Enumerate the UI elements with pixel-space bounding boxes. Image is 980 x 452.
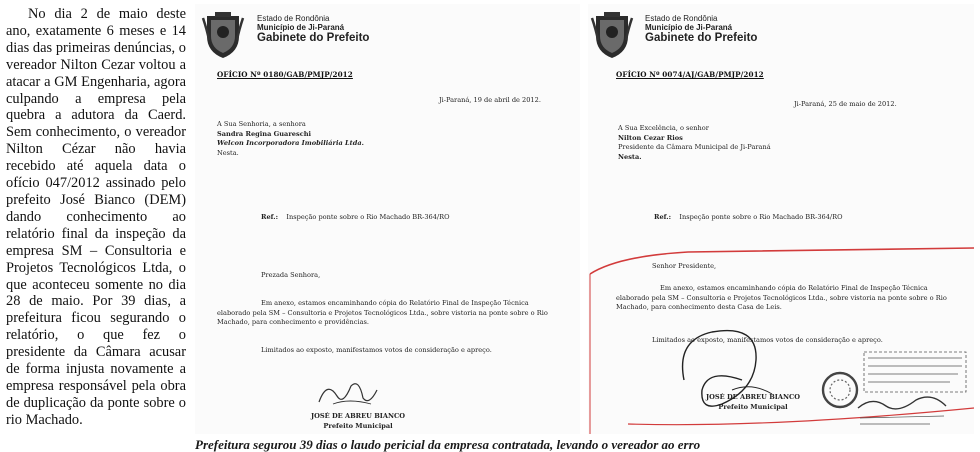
letterhead-municipality: Município de Ji-Paraná: [645, 23, 733, 32]
letterhead-state: Estado de Rondônia: [645, 14, 718, 23]
oficio-number: OFÍCIO Nº 0074/AJ/GAB/PMJP/2012: [616, 70, 764, 79]
letter-body: Em anexo, estamos encaminhando cópia do Relatório Final de Inspeção Técnica elaborado pela SM – Consultoria e Projetos Tecnológicos Ltda., sobre vistoria na ponte sobre o Rio Machado, para conhecimento e providências.: [217, 299, 548, 327]
address-name: Sandra Regina Guareschi: [217, 129, 312, 138]
address-salutation: A Sua Senhoria, a senhora: [217, 120, 306, 128]
letter-greeting: Prezada Senhora,: [261, 271, 321, 279]
reference-text: Inspeção ponte sobre o Rio Machado BR-364/RO: [286, 213, 450, 221]
reference-text: Inspeção ponte sobre o Rio Machado BR-364/RO: [679, 213, 843, 221]
signature-scribble-icon: [313, 376, 383, 410]
signature-title: Prefeito Municipal: [323, 421, 393, 430]
address-city: Nesta.: [618, 152, 642, 161]
letterhead: [257, 14, 369, 45]
letterhead-municipality: Município de Ji-Paraná: [257, 23, 345, 32]
document-oficio-0180: [195, 4, 580, 434]
address-company: Presidente da Câmara Municipal de Ji-Paraná: [618, 143, 771, 152]
letterhead-office: Gabinete do Prefeito: [257, 32, 370, 44]
camara-stamp-icon: [820, 344, 970, 430]
signature-name: JOSÉ DE ABREU BIANCO: [311, 412, 406, 420]
letter-closing: Limitados ao exposto, manifestamos votos de consideração e apreço.: [261, 346, 492, 354]
signature-title: Prefeito Municipal: [718, 402, 788, 411]
coat-of-arms-icon: [201, 10, 245, 60]
reference-label: Ref.:: [261, 213, 279, 221]
article-column: [6, 6, 186, 446]
letter-closing: Limitados ao exposto, manifestamos votos de consideração e apreço.: [652, 336, 883, 344]
letter-greeting: Senhor Presidente,: [652, 262, 717, 270]
letter-date: Ji-Paraná, 19 de abril de 2012.: [439, 96, 541, 104]
photo-caption: Prefeitura segurou 39 dias o laudo pericial da empresa contratada, levando o vereador ao erro: [195, 437, 701, 452]
letter-address: [217, 120, 364, 158]
signature-block: [311, 412, 405, 431]
document-oficio-0074: [588, 4, 974, 434]
letter-body: Em anexo, estamos encaminhando cópia do Relatório Final de Inspeção Técnica elaborado pela SM – Consultoria e Projetos Tecnológicos Ltda., sobre vistoria na ponte sobre o Rio Machado, para conhecimento desta Casa de Leis.: [616, 284, 947, 312]
article-text: No dia 2 de maio deste ano, exatamente 6 meses e 14 dias das primeiras denúncias, o vereador Nilton Cezar voltou a atacar a GM Engenharia, agora culpando a empresa pela quebra a adutora da Caerd. Sem conhecimento, o vereador Nilton Cézar não havia recebido até aquela data o ofício 047/2012 assinado pelo prefeito José Bianco (DEM) dando conhecimento ao relatório final da inspeção da empresa SM – Consultoria e Projetos Tecnológicos Ltda, o que aconteceu somente no dia 28 de maio. Por 39 dias, a prefeitura ficou segurando o relatório, o que fez o presidente da Câmara acusar de forma injusta novamente a empresa responsável pela obra de duplicação da ponte sobre o rio Machado.: [6, 6, 186, 428]
signature-block: [706, 393, 800, 412]
oficio-number: OFÍCIO Nº 0180/GAB/PMJP/2012: [217, 70, 353, 79]
letterhead-state: Estado de Rondônia: [257, 14, 330, 23]
address-salutation: A Sua Excelência, o senhor: [618, 124, 709, 132]
letterhead-office: Gabinete do Prefeito: [645, 32, 758, 44]
address-city: Nesta.: [217, 148, 239, 157]
address-company: Welcon Incorporadora Imobiliária Ltda.: [217, 139, 364, 148]
letter-date: Ji-Paraná, 25 de maio de 2012.: [794, 100, 897, 108]
reference-label: Ref.:: [654, 213, 672, 221]
address-name: Nilton Cezar Rios: [618, 133, 683, 142]
letter-reference: [261, 213, 450, 223]
signature-name: JOSÉ DE ABREU BIANCO: [706, 393, 801, 401]
